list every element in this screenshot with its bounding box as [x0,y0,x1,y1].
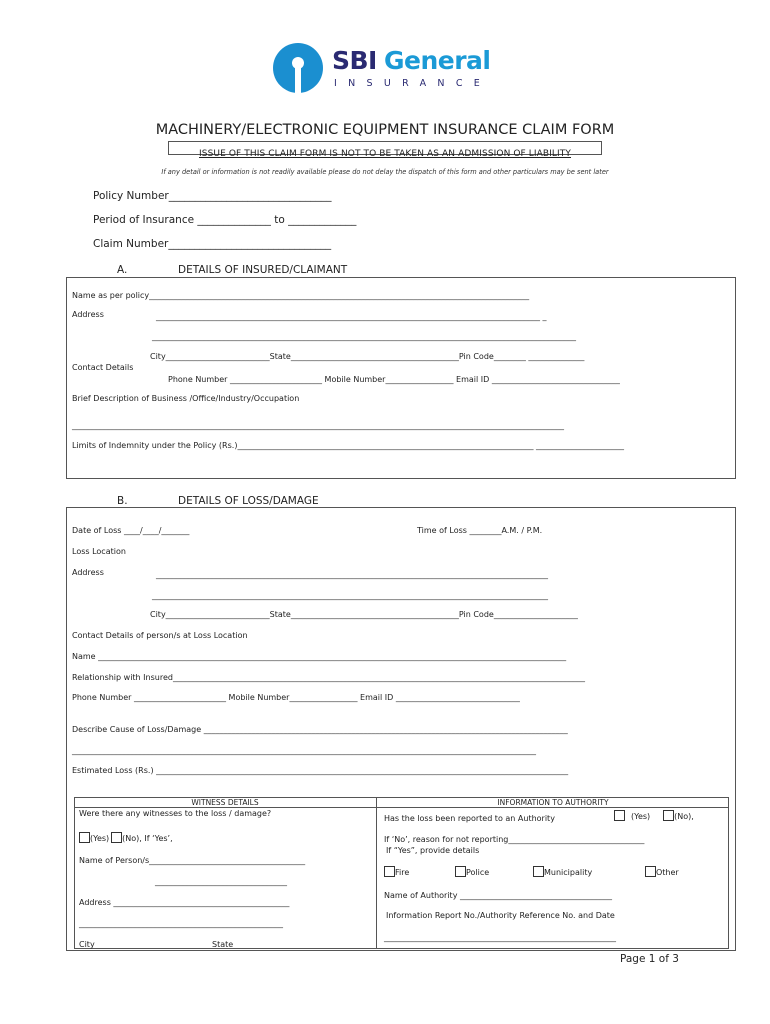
authority-fire-checkbox[interactable] [384,866,395,877]
limits-of-indemnity[interactable]: Limits of Indemnity under the Policy (Rs.)__________________________________________________________________________ ______________________ [72,441,624,450]
insured-name-field[interactable]: Name as per policy_______________________________________________________________________________________________ [72,291,530,300]
authority-other-option [645,866,679,877]
loss-location-label: Loss Location [72,547,126,556]
witness-no-label: (No), If ‘Yes’, [122,834,173,843]
cause-of-loss-line[interactable]: ____________________________________________________________________________________________________________________ [72,746,536,755]
claim-number[interactable]: Claim Number_______________________________ [93,238,332,250]
authority-question: Has the loss been reported to an Authority [384,814,555,823]
business-description-label: Brief Description of Business /Office/Industry/Occupation [72,394,300,403]
authority-police-checkbox[interactable] [455,866,466,877]
table-header-rule [74,807,729,808]
witness-no-checkbox[interactable] [111,832,122,843]
loss-address-label: Address [72,568,104,577]
authority-yes-no [614,810,694,821]
witness-yes-checkbox[interactable] [79,832,90,843]
provide-details-label: If “Yes”, provide details [386,846,480,855]
loss-city-state-pin[interactable]: City__________________________State__________________________________________Pin Code_____________________ [150,610,578,619]
authority-fire-label: Fire [395,868,410,877]
liability-notice [168,141,602,159]
insured-address-label: Address [72,310,104,319]
witness-state-label: State [212,940,234,949]
table-divider [376,797,377,949]
authority-yes-checkbox[interactable] [614,810,625,821]
loss-contact-label: Contact Details of person/s at Loss Location [72,631,248,640]
witness-yes-label: (Yes) [90,834,110,843]
witness-city-label: City [79,940,95,949]
authority-no-checkbox[interactable] [663,810,674,821]
contact-phone-mobile-email[interactable]: Phone Number _______________________ Mobile Number_________________ Email ID _______________________________ [72,693,520,702]
loss-address-line-1[interactable]: __________________________________________________________________________________________________ [156,570,548,579]
authority-municipality-checkbox[interactable] [533,866,544,877]
report-reference-label: Information Report No./Authority Reference No. and Date [386,911,615,920]
insured-city-state-pin[interactable]: City__________________________State__________________________________________Pin Code________ ______________ [150,352,585,361]
date-of-loss[interactable]: Date of Loss ____/____/_______ [72,526,190,535]
insured-address-line-1[interactable]: ________________________________________________________________________________________________ _ [156,312,547,321]
time-of-loss[interactable]: Time of Loss ________A.M. / P.M. [417,526,543,535]
section-a-letter: A. [117,264,128,276]
authority-municipality-option [533,866,592,877]
contact-name-field[interactable]: Name _____________________________________________________________________________________________________________________ [72,652,567,661]
authority-other-checkbox[interactable] [645,866,656,877]
business-description-line[interactable]: ___________________________________________________________________________________________________________________________ [72,421,564,430]
section-b-letter: B. [117,495,128,507]
authority-municipality-label: Municipality [544,868,593,877]
liability-notice-text: ISSUE OF THIS CLAIM FORM IS NOT TO BE TAKEN AS AN ADMISSION OF LIABILITY [199,149,571,159]
cause-of-loss[interactable]: Describe Cause of Loss/Damage ___________________________________________________________________________________________ [72,725,568,734]
authority-police-label: Police [466,868,490,877]
form-title: MACHINERY/ELECTRONIC EQUIPMENT INSURANCE CLAIM FORM [155,122,615,138]
logo-word-general: General [384,46,491,75]
policy-number[interactable]: Policy Number_______________________________ [93,190,332,202]
relationship-field[interactable]: Relationship with Insured_______________________________________________________________________________________________________ [72,673,585,682]
authority-yes-label: (Yes) [631,812,651,821]
witness-person-field[interactable]: Name of Person/s_______________________________________ [79,856,306,865]
authority-name-field[interactable]: Name of Authority ______________________________________ [384,891,612,900]
authority-type-options [384,866,409,877]
not-reporting-reason[interactable]: If ‘No’, reason for not reporting__________________________________ [384,835,645,844]
report-reference-line[interactable]: __________________________________________________________ [384,933,616,942]
authority-other-label: Other [656,868,679,877]
section-b-heading: DETAILS OF LOSS/DAMAGE [178,495,319,507]
insured-contact-label: Contact Details [72,363,134,372]
page-number: Page 1 of 3 [620,953,679,965]
insured-address-line-2[interactable]: __________________________________________________________________________________________________________ [152,332,576,341]
sbi-logo-icon [270,40,326,96]
period-of-insurance[interactable]: Period of Insurance ______________ to _____________ [93,214,357,226]
logo-word-sbi: SBI [332,46,377,75]
estimated-loss[interactable]: Estimated Loss (Rs.) _______________________________________________________________________________________________________ [72,766,569,775]
witness-question: Were there any witnesses to the loss / damage? [79,809,272,818]
section-a-heading: DETAILS OF INSURED/CLAIMANT [178,264,348,276]
logo-subtitle: INSURANCE [334,78,492,89]
witness-person-line-2[interactable]: _________________________________ [155,877,287,886]
authority-police-option [455,866,489,877]
witness-header: WITNESS DETAILS [191,798,259,807]
loss-address-line-2[interactable]: ___________________________________________________________________________________________________ [152,591,548,600]
insured-phone-mobile-email[interactable]: Phone Number _______________________ Mobile Number_________________ Email ID ________________________________ [168,375,620,384]
witness-address-line-2[interactable]: ___________________________________________________ [79,919,283,928]
logo [270,40,510,96]
delay-note: If any detail or information is not readily available please do not delay the dispatch of this form and other particulars may be sent later [161,168,609,176]
witness-yes-no [79,832,173,843]
authority-no-label: (No), [674,812,694,821]
authority-header: INFORMATION TO AUTHORITY [497,798,609,807]
witness-address-field[interactable]: Address ____________________________________________ [79,898,290,907]
